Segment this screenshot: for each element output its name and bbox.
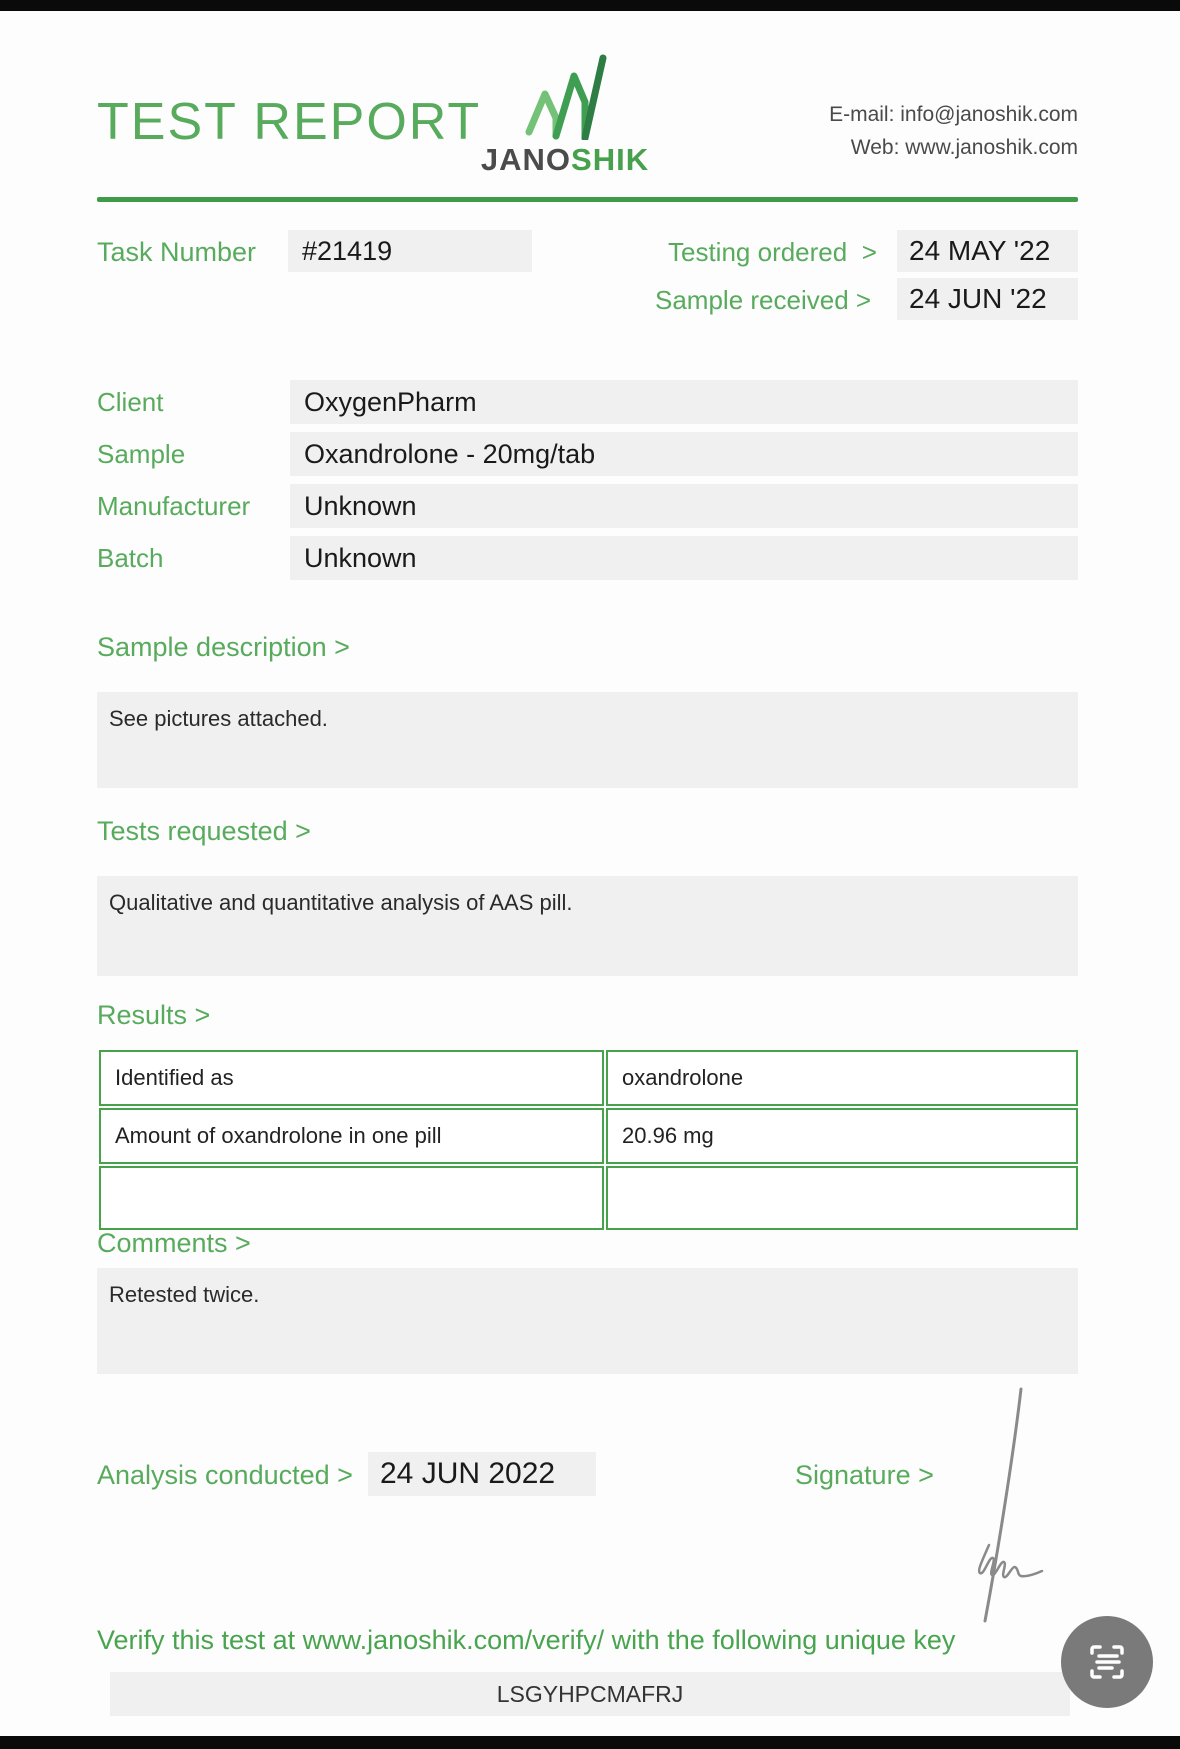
contact-block [829, 98, 1078, 164]
scan-button[interactable] [1061, 1616, 1153, 1708]
analysis-conducted-label: Analysis conducted > [97, 1460, 353, 1490]
header-divider [97, 197, 1078, 202]
client-label: Client [97, 386, 164, 417]
sample-description-heading: Sample description > [97, 632, 350, 662]
sample-received-date: 24 JUN '22 [897, 278, 1078, 320]
sample-description-box: See pictures attached. [97, 692, 1078, 788]
testing-ordered-arrow: > [861, 237, 877, 267]
signature-scribble [945, 1385, 1060, 1625]
results-row-empty [99, 1166, 1078, 1230]
task-number-value: #21419 [288, 230, 532, 272]
results-cell-value [606, 1166, 1078, 1230]
growth-chart-icon [517, 48, 613, 140]
results-heading: Results > [97, 1000, 211, 1030]
brand-wordmark [455, 142, 675, 178]
verify-instruction: Verify this test at www.janoshik.com/verify/ with the following unique key [97, 1625, 956, 1655]
comments-heading: Comments > [97, 1228, 251, 1258]
results-cell-name [99, 1166, 604, 1230]
info-row-manufacturer [97, 484, 1078, 528]
sample-received-text: Sample received [655, 285, 849, 315]
results-row-identified [99, 1050, 1078, 1106]
top-letterbox-bar [0, 0, 1180, 11]
results-cell-name: Identified as [99, 1050, 604, 1106]
manufacturer-value: Unknown [290, 484, 1078, 528]
testing-ordered-text: Testing ordered [668, 237, 848, 267]
analysis-conducted-date: 24 JUN 2022 [368, 1452, 596, 1496]
signature-label: Signature > [795, 1460, 934, 1490]
tests-requested-heading: Tests requested > [97, 816, 311, 846]
bottom-letterbox-bar [0, 1736, 1180, 1749]
results-cell-value: 20.96 mg [606, 1108, 1078, 1164]
janoshik-logo [455, 48, 675, 178]
tests-requested-box: Qualitative and quantitative analysis of AAS pill. [97, 876, 1078, 976]
info-row-client [97, 380, 1078, 424]
document-scan-icon [1084, 1639, 1130, 1685]
batch-value: Unknown [290, 536, 1078, 580]
sample-received-arrow: > [855, 285, 872, 315]
info-row-sample [97, 432, 1078, 476]
results-table [97, 1048, 1080, 1232]
results-row-amount [99, 1108, 1078, 1164]
task-number-label: Task Number [97, 237, 257, 267]
testing-ordered-date: 24 MAY '22 [897, 230, 1078, 272]
results-cell-value: oxandrolone [606, 1050, 1078, 1106]
sample-label: Sample [97, 438, 186, 469]
contact-web: Web: www.janoshik.com [850, 136, 1078, 159]
comments-box: Retested twice. [97, 1268, 1078, 1374]
sample-value: Oxandrolone - 20mg/tab [290, 432, 1078, 476]
results-cell-name: Amount of oxandrolone in one pill [99, 1108, 604, 1164]
verify-key: LSGYHPCMAFRJ [110, 1672, 1070, 1716]
testing-ordered-label [668, 237, 877, 268]
brand-wordmark-green: SHIK [571, 142, 650, 177]
manufacturer-label: Manufacturer [97, 490, 251, 521]
contact-email: E-mail: info@janoshik.com [829, 103, 1078, 126]
page-title: TEST REPORT [97, 93, 482, 151]
info-row-batch [97, 536, 1078, 580]
batch-label: Batch [97, 542, 164, 573]
client-value: OxygenPharm [290, 380, 1078, 424]
brand-wordmark-dark: JANO [480, 142, 572, 177]
sample-info-fields [97, 380, 1078, 580]
handwritten-signature [945, 1385, 1060, 1630]
sample-received-label [655, 285, 871, 316]
